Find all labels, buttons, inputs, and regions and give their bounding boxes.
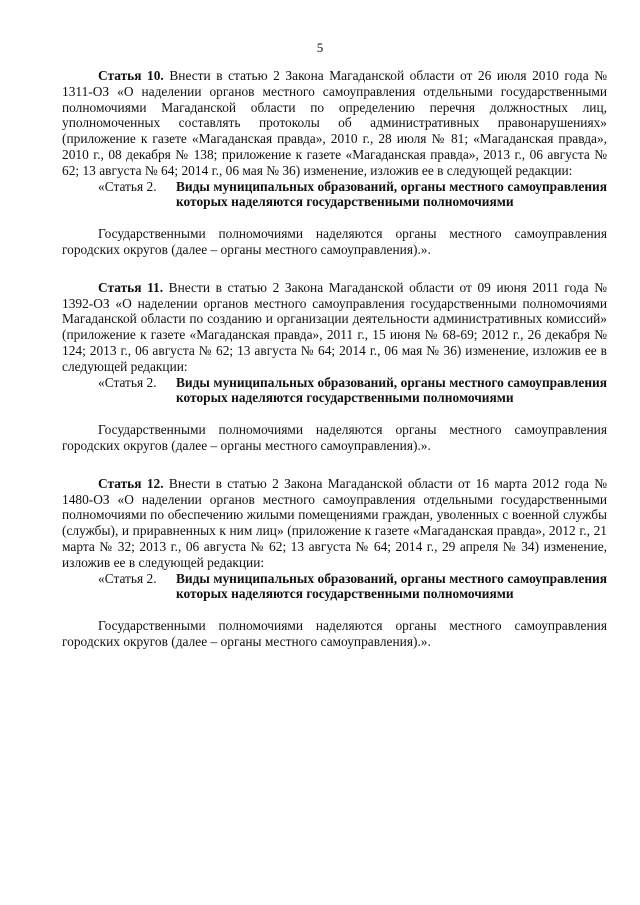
article-quote [98, 179, 607, 211]
amendment-paragraph [62, 476, 607, 571]
article-quote [98, 375, 607, 407]
article-quote [98, 571, 607, 603]
amendment-paragraph [62, 68, 607, 179]
article-prefix: «Статья 2. [98, 178, 157, 194]
section-article-10 [62, 68, 607, 258]
document-body [62, 68, 607, 650]
article-heading: Статья 12. [98, 475, 164, 491]
closing-paragraph: Государственными полномочиями наделяются органы местного самоуправления городских округов (далее – органы местного самоуправления).». [62, 226, 607, 257]
section-article-11 [62, 280, 607, 454]
amendment-paragraph [62, 280, 607, 375]
article-title: Виды муниципальных образований, органы местного самоуправления которых наделяются государственными полномочиями [176, 570, 607, 602]
amendment-text: Внести в статью 2 Закона Магаданской области от 16 марта 2012 года № 1480-ОЗ «О наделении органов местного самоуправления отдельными государственными полномочиями по обеспечению жилыми помещениями граждан, уволенных с военной службы (службы), и приравненных к ним лиц» (приложение к газете «Магаданская правда», 2012 г., 21 марта № 32; 2013 г., 06 августа № 62; 13 августа № 64; 2014 г., 29 апреля № 34) изменение, изложив ее в следующей редакции: [62, 475, 607, 570]
closing-paragraph: Государственными полномочиями наделяются органы местного самоуправления городских округов (далее – органы местного самоуправления).». [62, 618, 607, 649]
article-title: Виды муниципальных образований, органы местного самоуправления которых наделяются государственными полномочиями [176, 374, 607, 406]
article-heading: Статья 11. [98, 279, 164, 295]
closing-paragraph: Государственными полномочиями наделяются органы местного самоуправления городских округов (далее – органы местного самоуправления).». [62, 422, 607, 453]
page-number: 5 [316, 40, 324, 55]
article-prefix: «Статья 2. [98, 570, 157, 586]
section-article-12 [62, 476, 607, 650]
amendment-text: Внести в статью 2 Закона Магаданской области от 26 июля 2010 года № 1311-ОЗ «О наделении органов местного самоуправления отдельными государственными полномочиями Магаданской области по определению перечня должностных лиц, уполномоченных составлять протоколы об административных правонарушениях» (приложение к газете «Магаданская правда», 2010 г., 28 июля № 81; «Магаданская правда», 2010 г., 08 декабря № 138; приложение к газете «Магаданская правда», 2013 г., 06 августа № 62; 13 августа № 64; 2014 г., 06 мая № 36) изменение, изложив ее в следующей редакции: [62, 68, 607, 178]
article-prefix: «Статья 2. [98, 374, 157, 390]
article-heading: Статья 10. [98, 68, 164, 83]
amendment-text: Внести в статью 2 Закона Магаданской области от 09 июня 2011 года № 1392-ОЗ «О наделении органов местного самоуправления государственными полномочиями Магаданской области по созданию и организации деятельности административных комиссий» (приложение к газете «Магаданская правда», 2011 г., 15 июня № 68-69; 2012 г., 26 декабря № 124; 2013 г., 06 августа № 62; 13 августа № 64; 2014 г., 06 мая № 36) изменение, изложив ее в следующей редакции: [62, 279, 607, 374]
article-title: Виды муниципальных образований, органы местного самоуправления которых наделяются государственными полномочиями [176, 178, 607, 210]
